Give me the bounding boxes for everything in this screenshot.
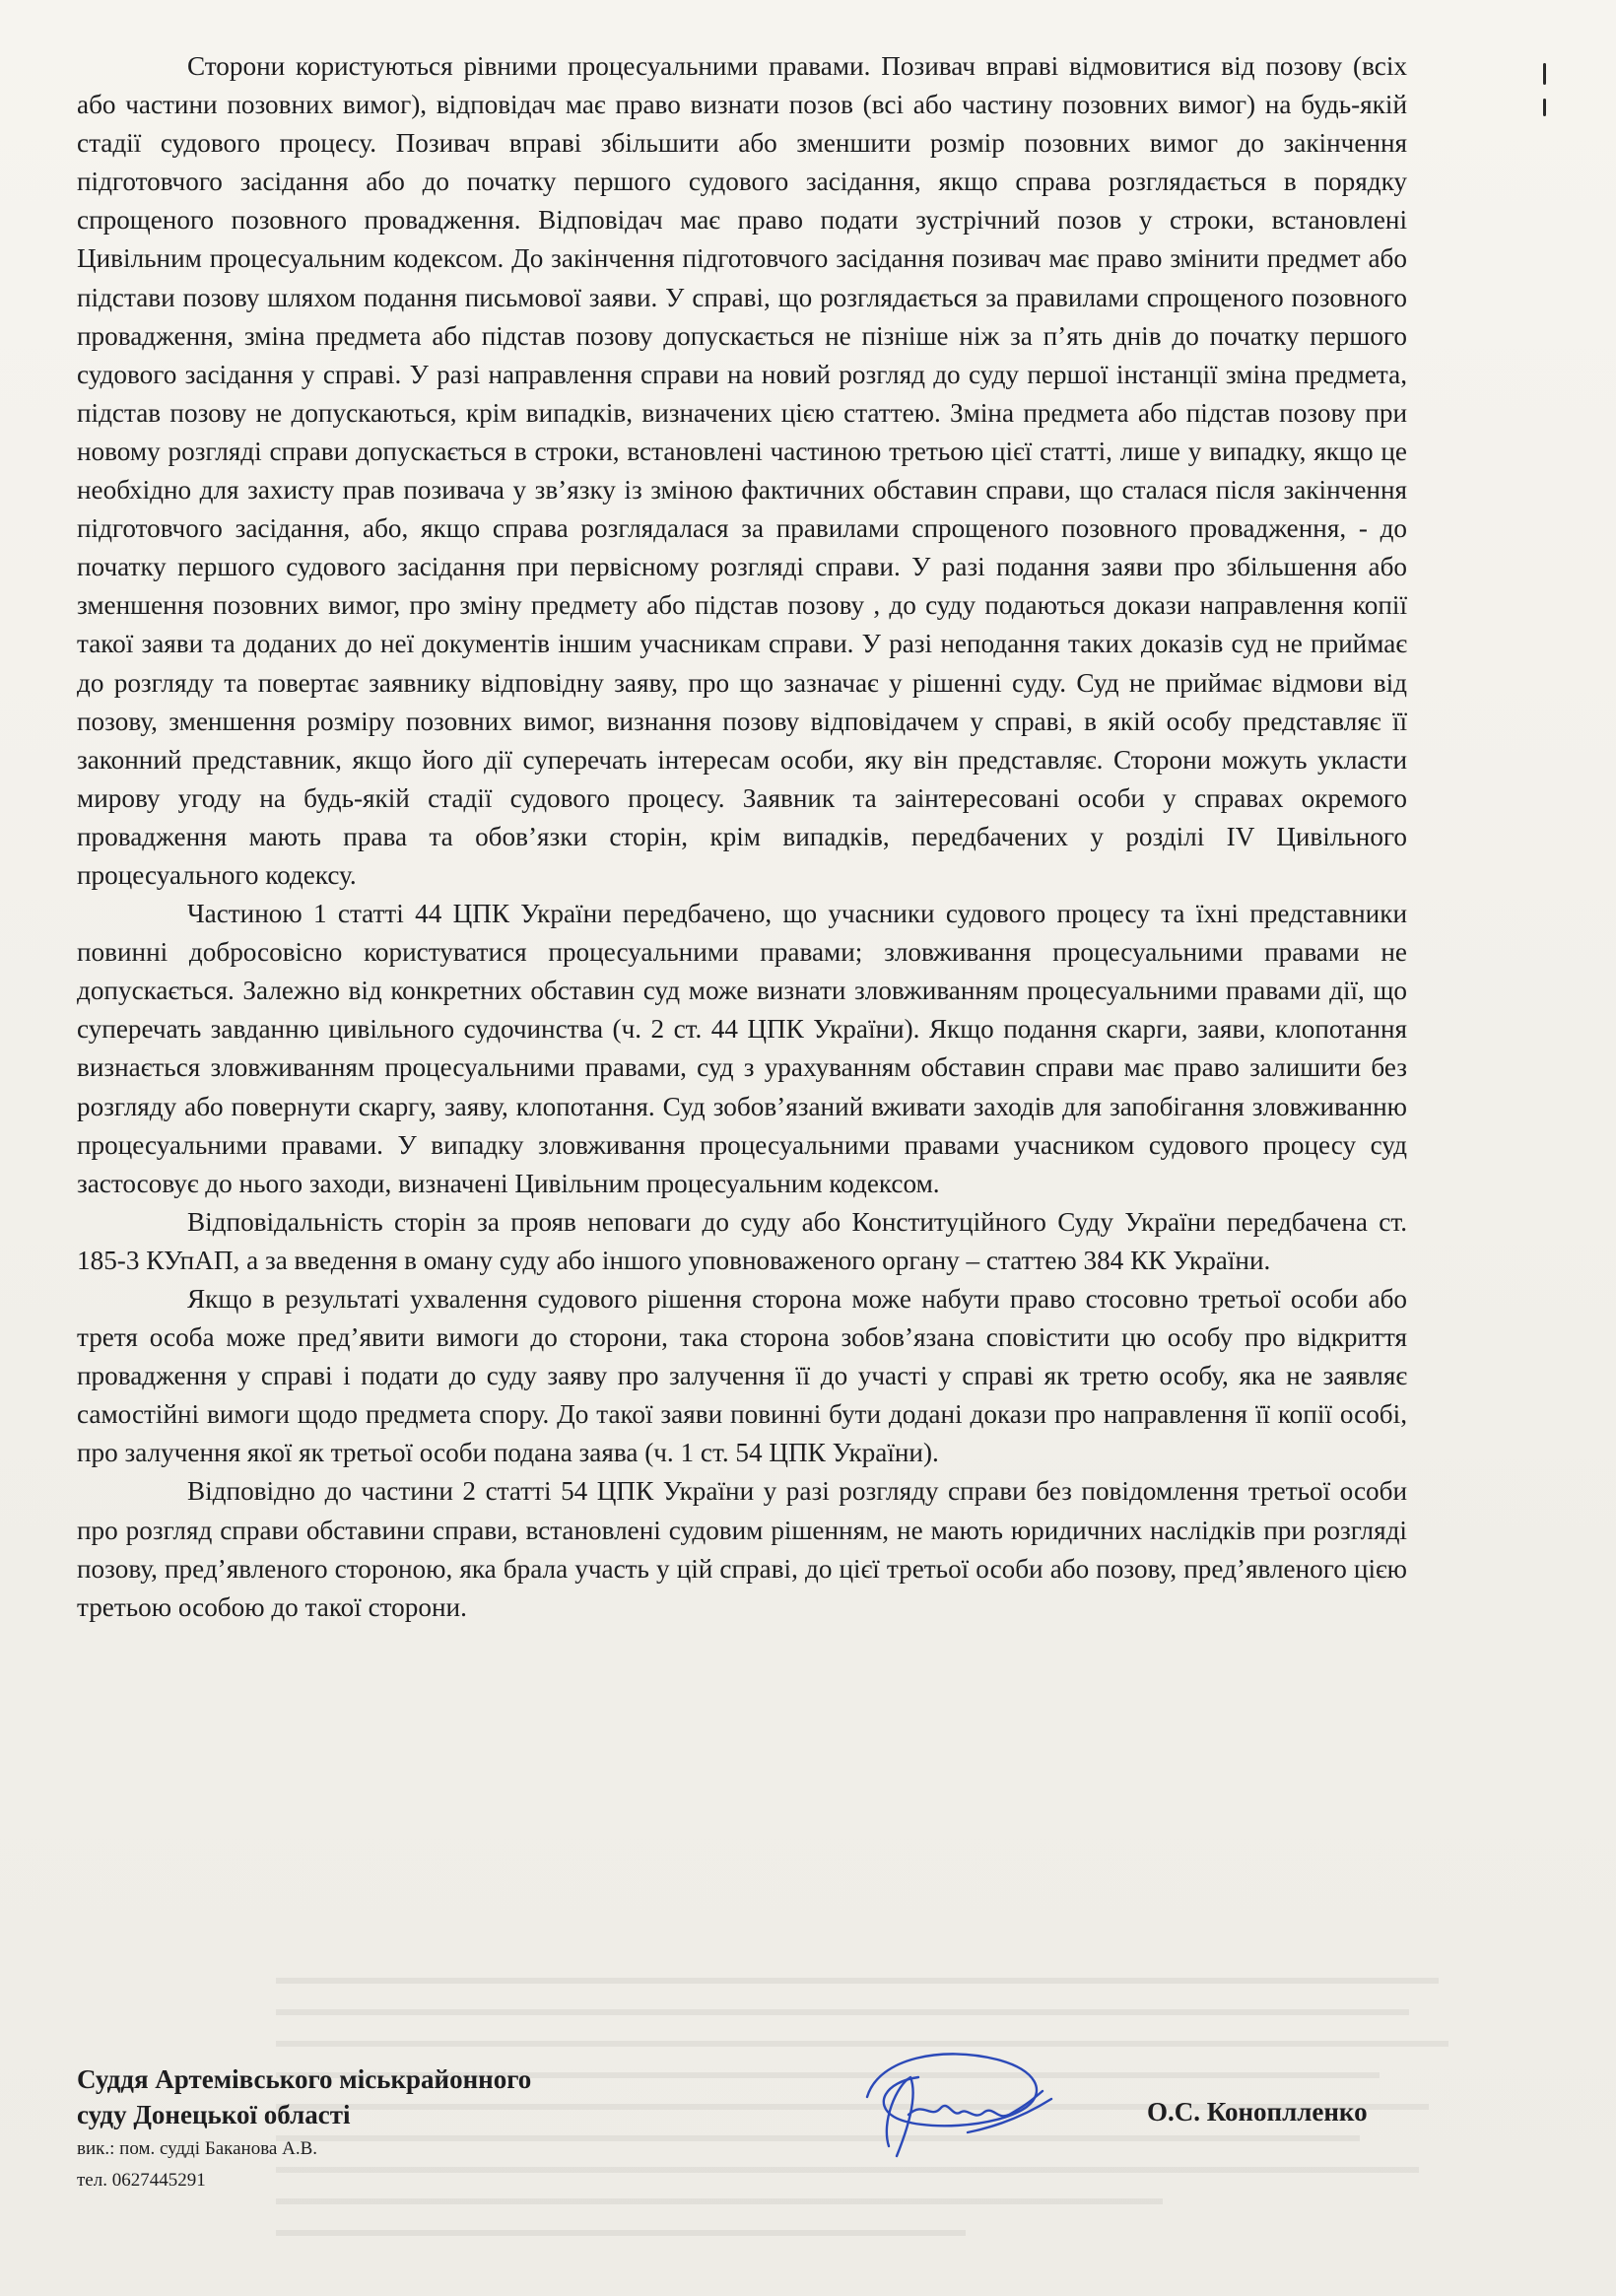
paragraph-5: Відповідно до частини 2 статті 54 ЦПК України у разі розгляду справи без повідомлення третьої особи про розгляд справи обставини справи, встановлені судовим рішенням, не мають юридичних наслідків при розгляді позову, пред’явленого стороною, яка брала участь у цій справі, до цієї третьої особи або позову, пред’явленого цією третьою особою до такої сторони.	[77, 1476, 1407, 1622]
phone-line: тел. 0627445291	[77, 2170, 206, 2191]
judge-title-line1: Суддя Артемівського міськрайонного	[77, 2064, 532, 2094]
paragraph-2: Частиною 1 статті 44 ЦПК України передбачено, що учасники судового процесу та їхні представники повинні добросовісно користуватися процесуальними правами; зловживання процесуальними правами не допускається. Залежно від конкретних обставин суд може визнати зловживанням процесуальними правами дії, що суперечать завданню цивільного судочинства (ч. 2 ст. 44 ЦПК України). Якщо подання скарги, заяви, клопотання визнається зловживанням процесуальними правами, суд з урахуванням обставин справи має право залишити без розгляду або повернути скаргу, заяву, клопотання. Суд зобов’язаний вживати заходів для запобігання зловживанню процесуальними правами. У випадку зловживання процесуальними правами учасником судового процесу суд застосовує до нього заходи, визначені Цивільним процесуальним кодексом.	[77, 899, 1407, 1198]
margin-mark	[1543, 63, 1549, 132]
document-body	[77, 47, 1407, 1627]
paragraph-3: Відповідальність сторін за прояв неповаги до суду або Конституційного Суду України передбачена ст. 185-3 КУпАП, а за введення в оману суду або іншого уповноваженого органу – статтею 384 КК України.	[77, 1206, 1407, 1275]
signature-block	[77, 2061, 531, 2195]
paragraph-1: Сторони користуються рівними процесуальними правами. Позивач вправі відмовитися від позову (всіх або частини позовних вимог), відповідач має право визнати позов (всі або частину позовних вимог) на будь-якій стадії судового процесу. Позивач вправі збільшити або зменшити розмір позовних вимог до закінчення підготовчого засідання або до початку першого судового засідання, якщо справа розглядається в порядку спрощеного позовного провадження. Відповідач має право подати зустрічний позов у строки, встановлені Цивільним процесуальним кодексом. До закінчення підготовчого засідання позивач має право змінити предмет або підстави позову шляхом подання письмової заяви. У справі, що розглядається за правилами спрощеного позовного провадження, зміна предмета або підстав позову допускається не пізніше ніж за п’ять днів до початку першого судового засідання у справі. У разі направлення справи на новий розгляд до суду першої інстанції зміна предмета, підстав позову не допускаються, крім випадків, визначених цією статтею. Зміна предмета або підстав позову при новому розгляді справи допускається в строки, встановлені частиною третьою цієї статті, лише у випадку, якщо це необхідно для захисту прав позивача у зв’язку із зміною фактичних обставин справи, що сталася після закінчення підготовчого засідання, або, якщо справа розглядалася за правилами спрощеного позовного провадження, - до початку першого судового засідання при первісному розгляді справи. У разі подання заяви про збільшення або зменшення позовних вимог, про зміну предмету або підстав позову , до суду подаються докази направлення копії такої заяви та доданих до неї документів іншим учасникам справи. У разі неподання таких доказів суд не приймає до розгляду та повертає заявнику відповідну заяву, про що зазначає у рішенні суду. Суд не приймає відмови від позову, зменшення розміру позовних вимог, визнання позову відповідачем у справі, в якій особу представляє її законний представник, якщо його дії суперечать інтересам особи, яку він представляє. Сторони можуть укласти мирову угоду на будь-якій стадії судового процесу. Заявник та заінтересовані особи у справах окремого провадження мають права та обов’язки сторін, крім випадків, передбачених у розділі IV Цивільного процесуального кодексу.	[77, 51, 1407, 890]
handwritten-signature	[849, 2038, 1066, 2176]
judge-title-line2: суду Донецької області	[77, 2100, 351, 2129]
judge-name: О.С. Коноплленко	[1147, 2097, 1368, 2127]
executor-line: вик.: пом. судді Баканова А.В.	[77, 2138, 318, 2159]
paragraph-4: Якщо в результаті ухвалення судового рішення сторона може набути право стосовно третьої особи або третя особа може пред’явити вимоги до сторони, така сторона зобов’язана сповістити цю особу про відкриття провадження у справі і подати до суду заяву про залучення її до участі у справі як третю особу, яка не заявляє самостійні вимоги щодо предмета спору. До такої заяви повинні бути додані докази про направлення її копії особі, про залучення якої як третьої особи подана заява (ч. 1 ст. 54 ЦПК України).	[77, 1284, 1407, 1468]
